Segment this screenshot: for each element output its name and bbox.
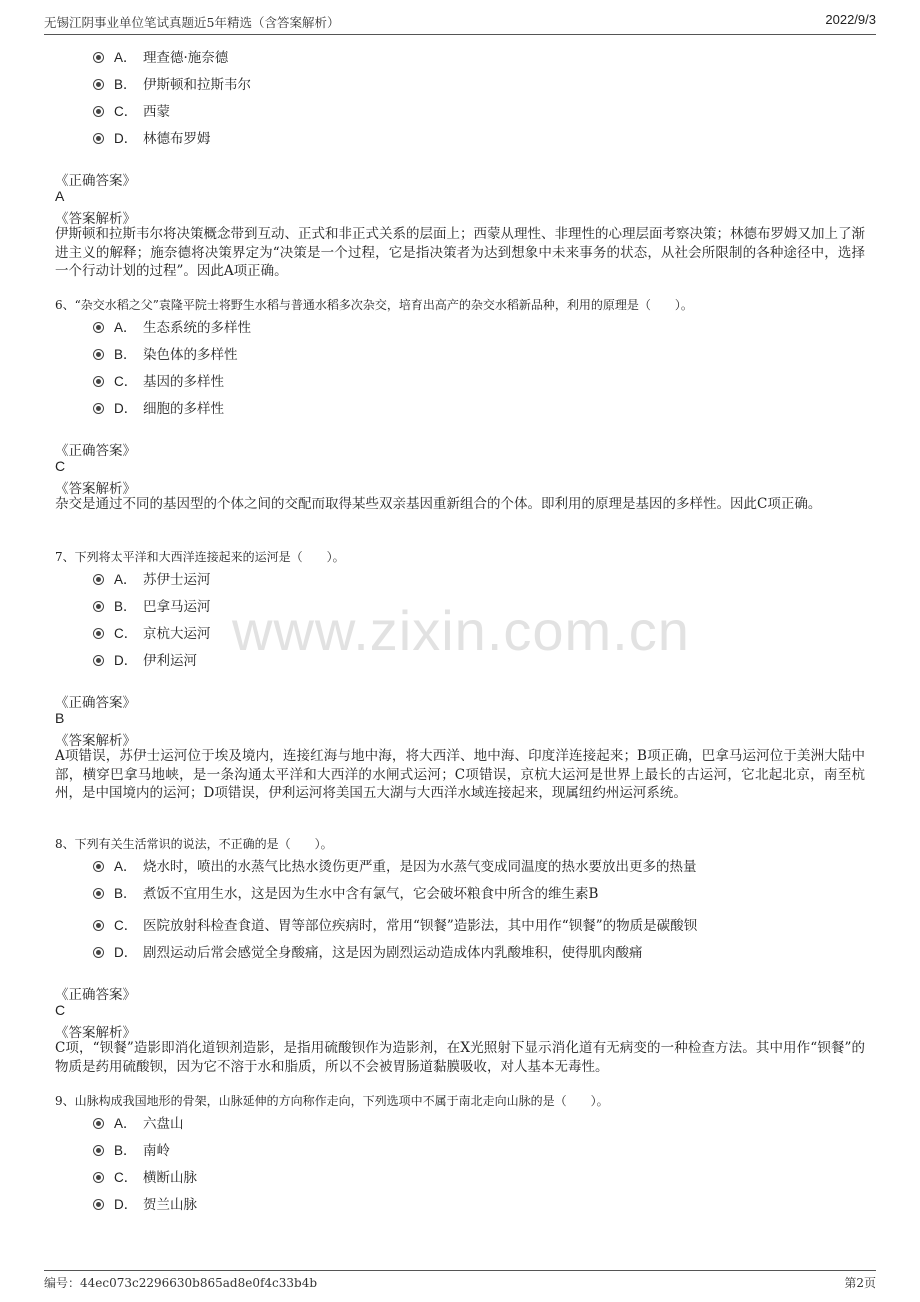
q9-question: 9、山脉构成我国地形的骨架，山脉延伸的方向称作走向，下列选项中不属于南北走向山脉的是（ ）。 <box>55 1094 609 1108</box>
q6-answer: C <box>55 458 66 474</box>
q6-analysis: 杂交是通过不同的基因型的个体之间的交配而取得某些双亲基因重新组合的个体。即利用的原理是基因的多样性。因此C项正确。 <box>55 496 822 512</box>
answer-label: 《正确答案》 <box>55 987 136 1003</box>
radio-icon[interactable] <box>93 1145 104 1156</box>
radio-icon[interactable] <box>93 52 104 63</box>
radio-icon[interactable] <box>93 574 104 585</box>
radio-icon[interactable] <box>93 403 104 414</box>
page-footer <box>44 1270 876 1295</box>
radio-icon[interactable] <box>93 947 104 958</box>
radio-icon[interactable] <box>93 861 104 872</box>
q7-answer: B <box>55 710 65 726</box>
answer-label: 《正确答案》 <box>55 173 136 189</box>
radio-icon[interactable] <box>93 655 104 666</box>
page-header <box>44 12 876 35</box>
answer-label: 《正确答案》 <box>55 443 136 459</box>
radio-icon[interactable] <box>93 349 104 360</box>
radio-icon[interactable] <box>93 1199 104 1210</box>
q5-analysis: 伊斯顿和拉斯韦尔将决策概念带到互动、正式和非正式关系的层面上；西蒙从理性、非理性的心理层面考察决策；林德布罗姆又加上了渐进主义的解释；施奈德将决策界定为“决策是一个过程，它是指决策者为达到想象中未来事务的状态，从社会所限制的各种途径中，选择一个行动计划的过程”。因此A项正确。 <box>55 226 865 279</box>
analysis-label: 《答案解析》 <box>55 481 136 497</box>
radio-icon[interactable] <box>93 322 104 333</box>
radio-icon[interactable] <box>93 1172 104 1183</box>
q8-question: 8、下列有关生活常识的说法，不正确的是（ ）。 <box>55 837 333 851</box>
radio-icon[interactable] <box>93 106 104 117</box>
watermark: www.zixin.com.cn <box>232 599 690 662</box>
q7-analysis: A项错误，苏伊士运河位于埃及境内，连接红海与地中海，将大西洋、地中海、印度洋连接起来；B项正确，巴拿马运河位于美洲大陆中部，横穿巴拿马地峡，是一条沟通太平洋和大西洋的水闸式运河；C项错误，京杭大运河是世界上最长的古运河，它北起北京，南至杭州，是中国境内的运河；D项错误，伊利运河将美国五大湖与大西洋水域连接起来，现属纽约州运河系统。 <box>55 748 865 801</box>
page-number: 第2页 <box>844 1276 876 1290</box>
q6-question: 6、“杂交水稻之父”袁隆平院士将野生水稻与普通水稻多次杂交，培育出高产的杂交水稻新品种，利用的原理是（ ）。 <box>55 298 693 312</box>
radio-icon[interactable] <box>93 1118 104 1129</box>
radio-icon[interactable] <box>93 376 104 387</box>
answer-label: 《正确答案》 <box>55 695 136 711</box>
radio-icon[interactable] <box>93 628 104 639</box>
radio-icon[interactable] <box>93 601 104 612</box>
analysis-label: 《答案解析》 <box>55 733 136 749</box>
q8-analysis: C项，“钡餐”造影即消化道钡剂造影，是指用硫酸钡作为造影剂，在X光照射下显示消化道有无病变的一种检查方法。其中用作“钡餐”的物质是药用硫酸钡，因为它不溶于水和脂质，所以不会被胃肠道黏膜吸收，对人基本无毒性。 <box>55 1040 865 1075</box>
q7-question: 7、下列将太平洋和大西洋连接起来的运河是（ ）。 <box>55 550 345 564</box>
document-date: 2022/9/3 <box>825 12 876 27</box>
analysis-label: 《答案解析》 <box>55 1025 136 1041</box>
q5-answer: A <box>55 188 65 204</box>
radio-icon[interactable] <box>93 133 104 144</box>
q8-answer: C <box>55 1002 66 1018</box>
analysis-label: 《答案解析》 <box>55 211 136 227</box>
document-title: 无锡江阴事业单位笔试真题近5年精选（含答案解析） <box>44 15 340 30</box>
document-code: 编号：44ec073c2296630b865ad8e0f4c33b4b <box>44 1276 318 1290</box>
radio-icon[interactable] <box>93 888 104 899</box>
radio-icon[interactable] <box>93 79 104 90</box>
radio-icon[interactable] <box>93 920 104 931</box>
